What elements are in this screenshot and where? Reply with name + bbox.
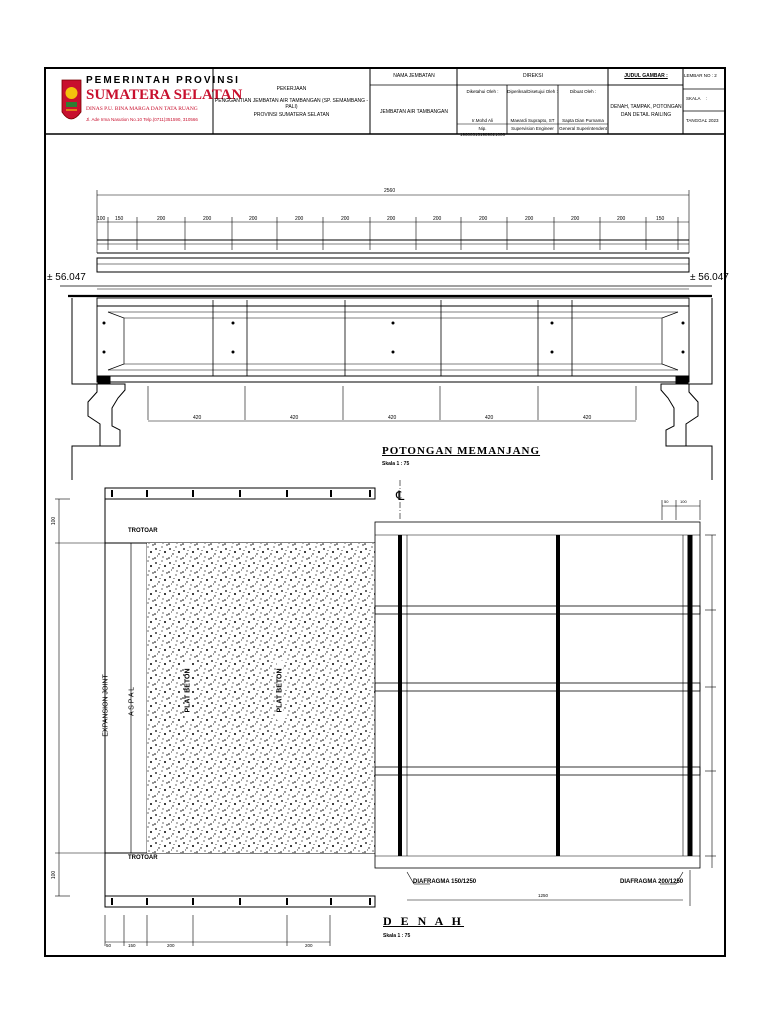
- span-dim-13: 150: [656, 216, 665, 222]
- aspal-label: A S P A L: [128, 686, 136, 717]
- plan-scale: Skala 1 : 75: [383, 933, 411, 939]
- plan-bottom-dim-4: 200: [305, 943, 313, 948]
- tanggal-value: : 2023: [706, 118, 719, 123]
- plan-bottom-railing: [105, 896, 375, 907]
- span-dim-1: 150: [115, 216, 124, 222]
- judul-label: JUDUL GAMBAR :: [624, 73, 668, 79]
- plan-right-dim-2: 100: [680, 499, 687, 504]
- judul-line1: DENAH, TAMPAK, POTONGAN: [610, 104, 682, 110]
- span-dim-4: 200: [249, 216, 258, 222]
- plan-bottom-dimension: [105, 915, 330, 946]
- plan-bottom-dim-3: 200: [167, 943, 175, 948]
- expansion-joint-label: EXPANSION JOINT: [102, 674, 110, 737]
- girder: [97, 298, 689, 383]
- plan-right-dim-1: 50: [664, 499, 669, 504]
- pekerjaan-line2: PROVINSI SUMATERA SELATAN: [253, 112, 330, 118]
- pekerjaan-label: PEKERJAAN: [276, 86, 307, 92]
- span-dim-10: 200: [525, 216, 534, 222]
- span-dim-11: 200: [571, 216, 580, 222]
- diafragma-label-1: DIAFRAGMA 150/1250: [413, 879, 477, 885]
- bottom-dim-3: 420: [388, 415, 397, 421]
- elevation-scale: Skala 1 : 75: [382, 461, 410, 467]
- logo-address: Jl. Ade Irma Nasution No.10 Telp.(0711)351590, 310566: [86, 117, 198, 122]
- bottom-dim-4: 420: [485, 415, 494, 421]
- deck: [60, 286, 712, 296]
- level-right: ± 56.047: [690, 272, 729, 283]
- diafragma-label-2: DIAFRAGMA 200/1250: [620, 879, 684, 885]
- span-dim-9: 200: [479, 216, 488, 222]
- level-left: ± 56.047: [47, 272, 86, 283]
- plan-bottom-dim-1: 50: [106, 943, 112, 948]
- nama-jembatan-label: NAMA JEMBATAN: [393, 73, 435, 79]
- dibuat-label: Dibuat Oleh :: [569, 89, 597, 94]
- bolt-markers: [103, 322, 685, 354]
- abutment-left: [72, 298, 125, 480]
- plan-dim-top-left: 100: [51, 516, 58, 526]
- dibuat-name: Sapta Dian Purnama: [562, 118, 604, 123]
- skala-label: SKALA: [686, 96, 701, 101]
- trotoar-top-label: TROTOAR: [128, 528, 158, 534]
- diperiksa-role: Supervision Engineer: [511, 126, 554, 131]
- centerline-symbol: ℄: [396, 488, 405, 503]
- plan-top-railing: [105, 488, 375, 499]
- plan-girders: [375, 480, 700, 868]
- plan-bottom-dim-2: 150: [128, 943, 136, 948]
- logo-line3: DINAS P.U. BINA MARGA DAN TATA RUANG: [86, 106, 198, 112]
- logo-line1: PEMERINTAH PROVINSI: [86, 75, 240, 86]
- span-dim-3: 200: [203, 216, 212, 222]
- diketahui-label: Diketahui Oleh :: [466, 89, 499, 94]
- plan-dim-bottom-left: 100: [51, 870, 58, 880]
- abutment-right: [661, 298, 712, 480]
- bottom-dim-5: 420: [583, 415, 592, 421]
- pekerjaan-line1: PENGGANTIAN JEMBATAN AIR TAMBANGAN (SP. SEMAMBANG - PALI): [214, 98, 369, 110]
- trotoar-bottom-label: TROTOAR: [128, 855, 158, 861]
- diperiksa-name: Maeardi Suprapto, ST: [510, 118, 555, 123]
- span-dim-8: 200: [433, 216, 442, 222]
- nama-jembatan-value: JEMBATAN AIR TAMBANGAN: [380, 109, 448, 115]
- plan-deck: [102, 499, 375, 896]
- bottom-dim-2: 420: [290, 415, 299, 421]
- span-dim-7: 200: [387, 216, 396, 222]
- elevation-title: POTONGAN MEMANJANG: [382, 445, 541, 457]
- plan-title: D E N A H: [383, 914, 465, 928]
- overall-dim-label: 2560: [384, 188, 396, 194]
- plan-left-dimension: [55, 499, 105, 896]
- end-dim-label: 100: [97, 216, 106, 222]
- lembar-label: LEMBAR NO : 2: [684, 73, 717, 78]
- plat-beton-label-2: PLAT BETON: [277, 661, 284, 721]
- dim-1250-label: 1250: [538, 893, 549, 898]
- direksi-label: DIREKSI: [522, 73, 543, 79]
- span-dim-5: 200: [295, 216, 304, 222]
- logo-line2: SUMATERA SELATAN: [86, 87, 243, 103]
- plat-beton-label-1: PLAT BETON: [185, 661, 192, 721]
- dibuat-role: General Superintendent: [559, 126, 607, 131]
- judul-line2: DAN DETAIL RAILING: [620, 112, 672, 118]
- diketahui-name: Ir.Mohd Ali: [471, 118, 493, 123]
- diketahui-nip: Nip. 196003151989021006: [459, 126, 506, 137]
- span-dim-12: 200: [617, 216, 626, 222]
- diperiksa-label: Diperiksa/Disetujui Oleh :: [507, 89, 558, 94]
- tanggal-label: TANGGAL: [686, 118, 708, 123]
- span-dim-2: 200: [157, 216, 166, 222]
- span-dim-6: 200: [341, 216, 350, 222]
- skala-value: :: [706, 96, 708, 101]
- bottom-dim-1: 420: [193, 415, 202, 421]
